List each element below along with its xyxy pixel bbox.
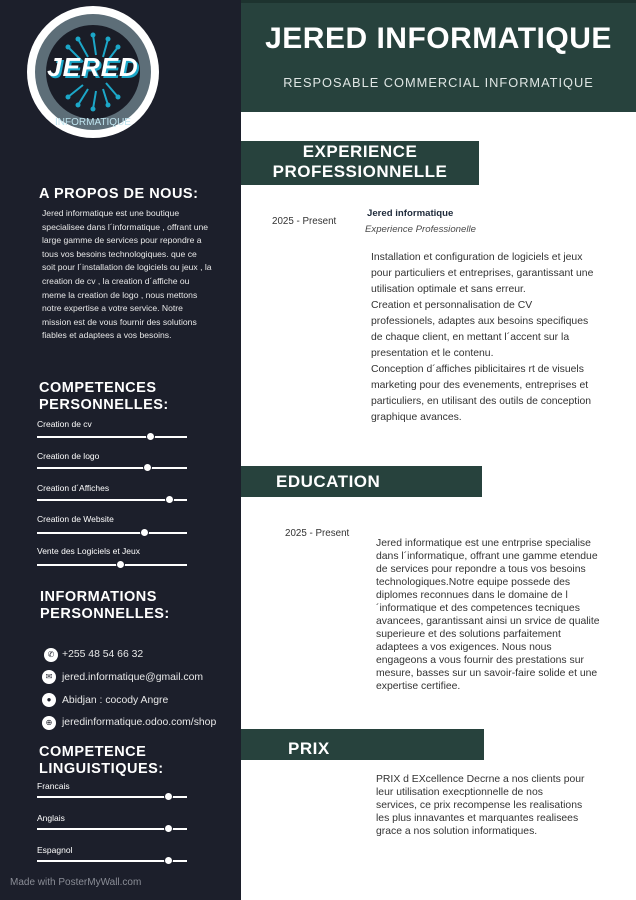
header-banner: [241, 0, 636, 112]
skill-knob: [143, 463, 152, 472]
experience-date: 2025 - Present: [272, 216, 337, 227]
skill-knob: [165, 495, 174, 504]
email-address[interactable]: jered.informatique@gmail.com: [62, 672, 204, 683]
skill-label: Creation de Website: [37, 514, 114, 524]
address: Abidjan : cocody Angre: [62, 695, 169, 706]
logo-subtitle: INFORMATIQUE: [55, 117, 131, 128]
skill-label: Creation de cv: [37, 419, 92, 429]
watermark: Made with PosterMyWall.com: [10, 877, 142, 888]
phone-icon: ✆: [44, 648, 58, 662]
language-label: Espagnol: [37, 845, 73, 855]
globe-icon: ⊕: [42, 716, 56, 730]
skill-label: Vente des Logiciels et Jeux: [37, 546, 141, 556]
job-role: RESPOSABLE COMMERCIAL INFORMATIQUE: [283, 75, 594, 90]
phone-number: +255 48 54 66 32: [62, 649, 144, 660]
skill-track: [37, 436, 187, 438]
company-name: JERED INFORMATIQUE: [265, 22, 612, 55]
skill-track: [37, 467, 187, 469]
language-label: Francais: [37, 781, 70, 791]
skill-label: Creation d´Affiches: [37, 483, 110, 493]
skill-knob: [140, 528, 149, 537]
about-heading: A PROPOS DE NOUS:: [39, 186, 199, 202]
experience-description: Installation et configuration de logiciels et jeux pour particuliers et entreprises, garantissant une utilisation optimale et sans erreur. Creation et personnalisation de CV professionels, adaptes aux besoins specifiques de chaque client, en mettant l´accent sur la presentation et le contenu. Conception d´affiches piblicitaires rt de visuels marketing pour des evenements, entreprises et particuliers, en utilisant des outils de conception graphique avances.: [371, 252, 594, 423]
website-link[interactable]: jeredinformatique.odoo.com/shop: [62, 717, 217, 728]
education-date: 2025 - Present: [285, 528, 350, 539]
languages-heading: COMPETENCE LINGUISTIQUES:: [39, 744, 164, 777]
language-knob: [164, 856, 173, 865]
skill-track: [37, 532, 187, 534]
experience-subtitle: Experience Professionelle: [365, 224, 476, 235]
education-description: Jered informatique est une entrprise specialise dans l´informatique, offrant une gamme etendue de services pour repondre a tous vos besoins technologiques.Notre equipe possede des diplomes reconnues dans le domaine de l´informatique et des competences tecniques avancees, garantissant ainsi un srvice de qualite superieure et des solutions parfaitement adaptees a vos exigences. Nous nous engageons a vous fournir des prestations sur mesure, basses sur un savoir-faire solide et une expertise certifiee.: [376, 538, 600, 692]
language-knob: [164, 824, 173, 833]
email-icon: ✉: [42, 670, 56, 684]
education-heading: EDUCATION: [276, 472, 381, 491]
header-strip: [241, 0, 636, 3]
skills-heading: COMPETENCES PERSONNELLES:: [39, 380, 169, 413]
about-text: Jered informatique est une boutique specialisee dans l´informatique , offrant une large gamme de services pour repondre a tous vos besoins technologiques. que ce soit pour l´installation de logiciels ou jeux , la creation de cv , la creation d´affiche ou meme la creation de logo , nous mettons notre expertise a votre service. Notre mission est de vous fournir des solutions fiables et adaptees a vos besoins.: [42, 208, 212, 341]
experience-heading: EXPERIENCE PROFESSIONNELLE: [272, 142, 448, 181]
skill-knob: [116, 560, 125, 569]
location-icon: ●: [42, 693, 56, 707]
language-knob: [164, 792, 173, 801]
logo-word: JERED: [47, 52, 139, 82]
skill-label: Creation de logo: [37, 451, 100, 461]
skill-track: [37, 564, 187, 566]
skill-knob: [146, 432, 155, 441]
prix-heading: PRIX: [288, 739, 330, 758]
info-heading: INFORMATIONS PERSONNELLES:: [40, 589, 170, 622]
prix-band: [241, 729, 484, 760]
language-label: Anglais: [37, 813, 65, 823]
prix-description: PRIX d EXcellence Decrne a nos clients pour leur utilisation execptionnelle de nos services, ce prix recompense les realisations les plus innavantes et marquantes realisees grace a nos solution informatiques.: [376, 774, 585, 837]
experience-company: Jered informatique: [367, 208, 454, 219]
